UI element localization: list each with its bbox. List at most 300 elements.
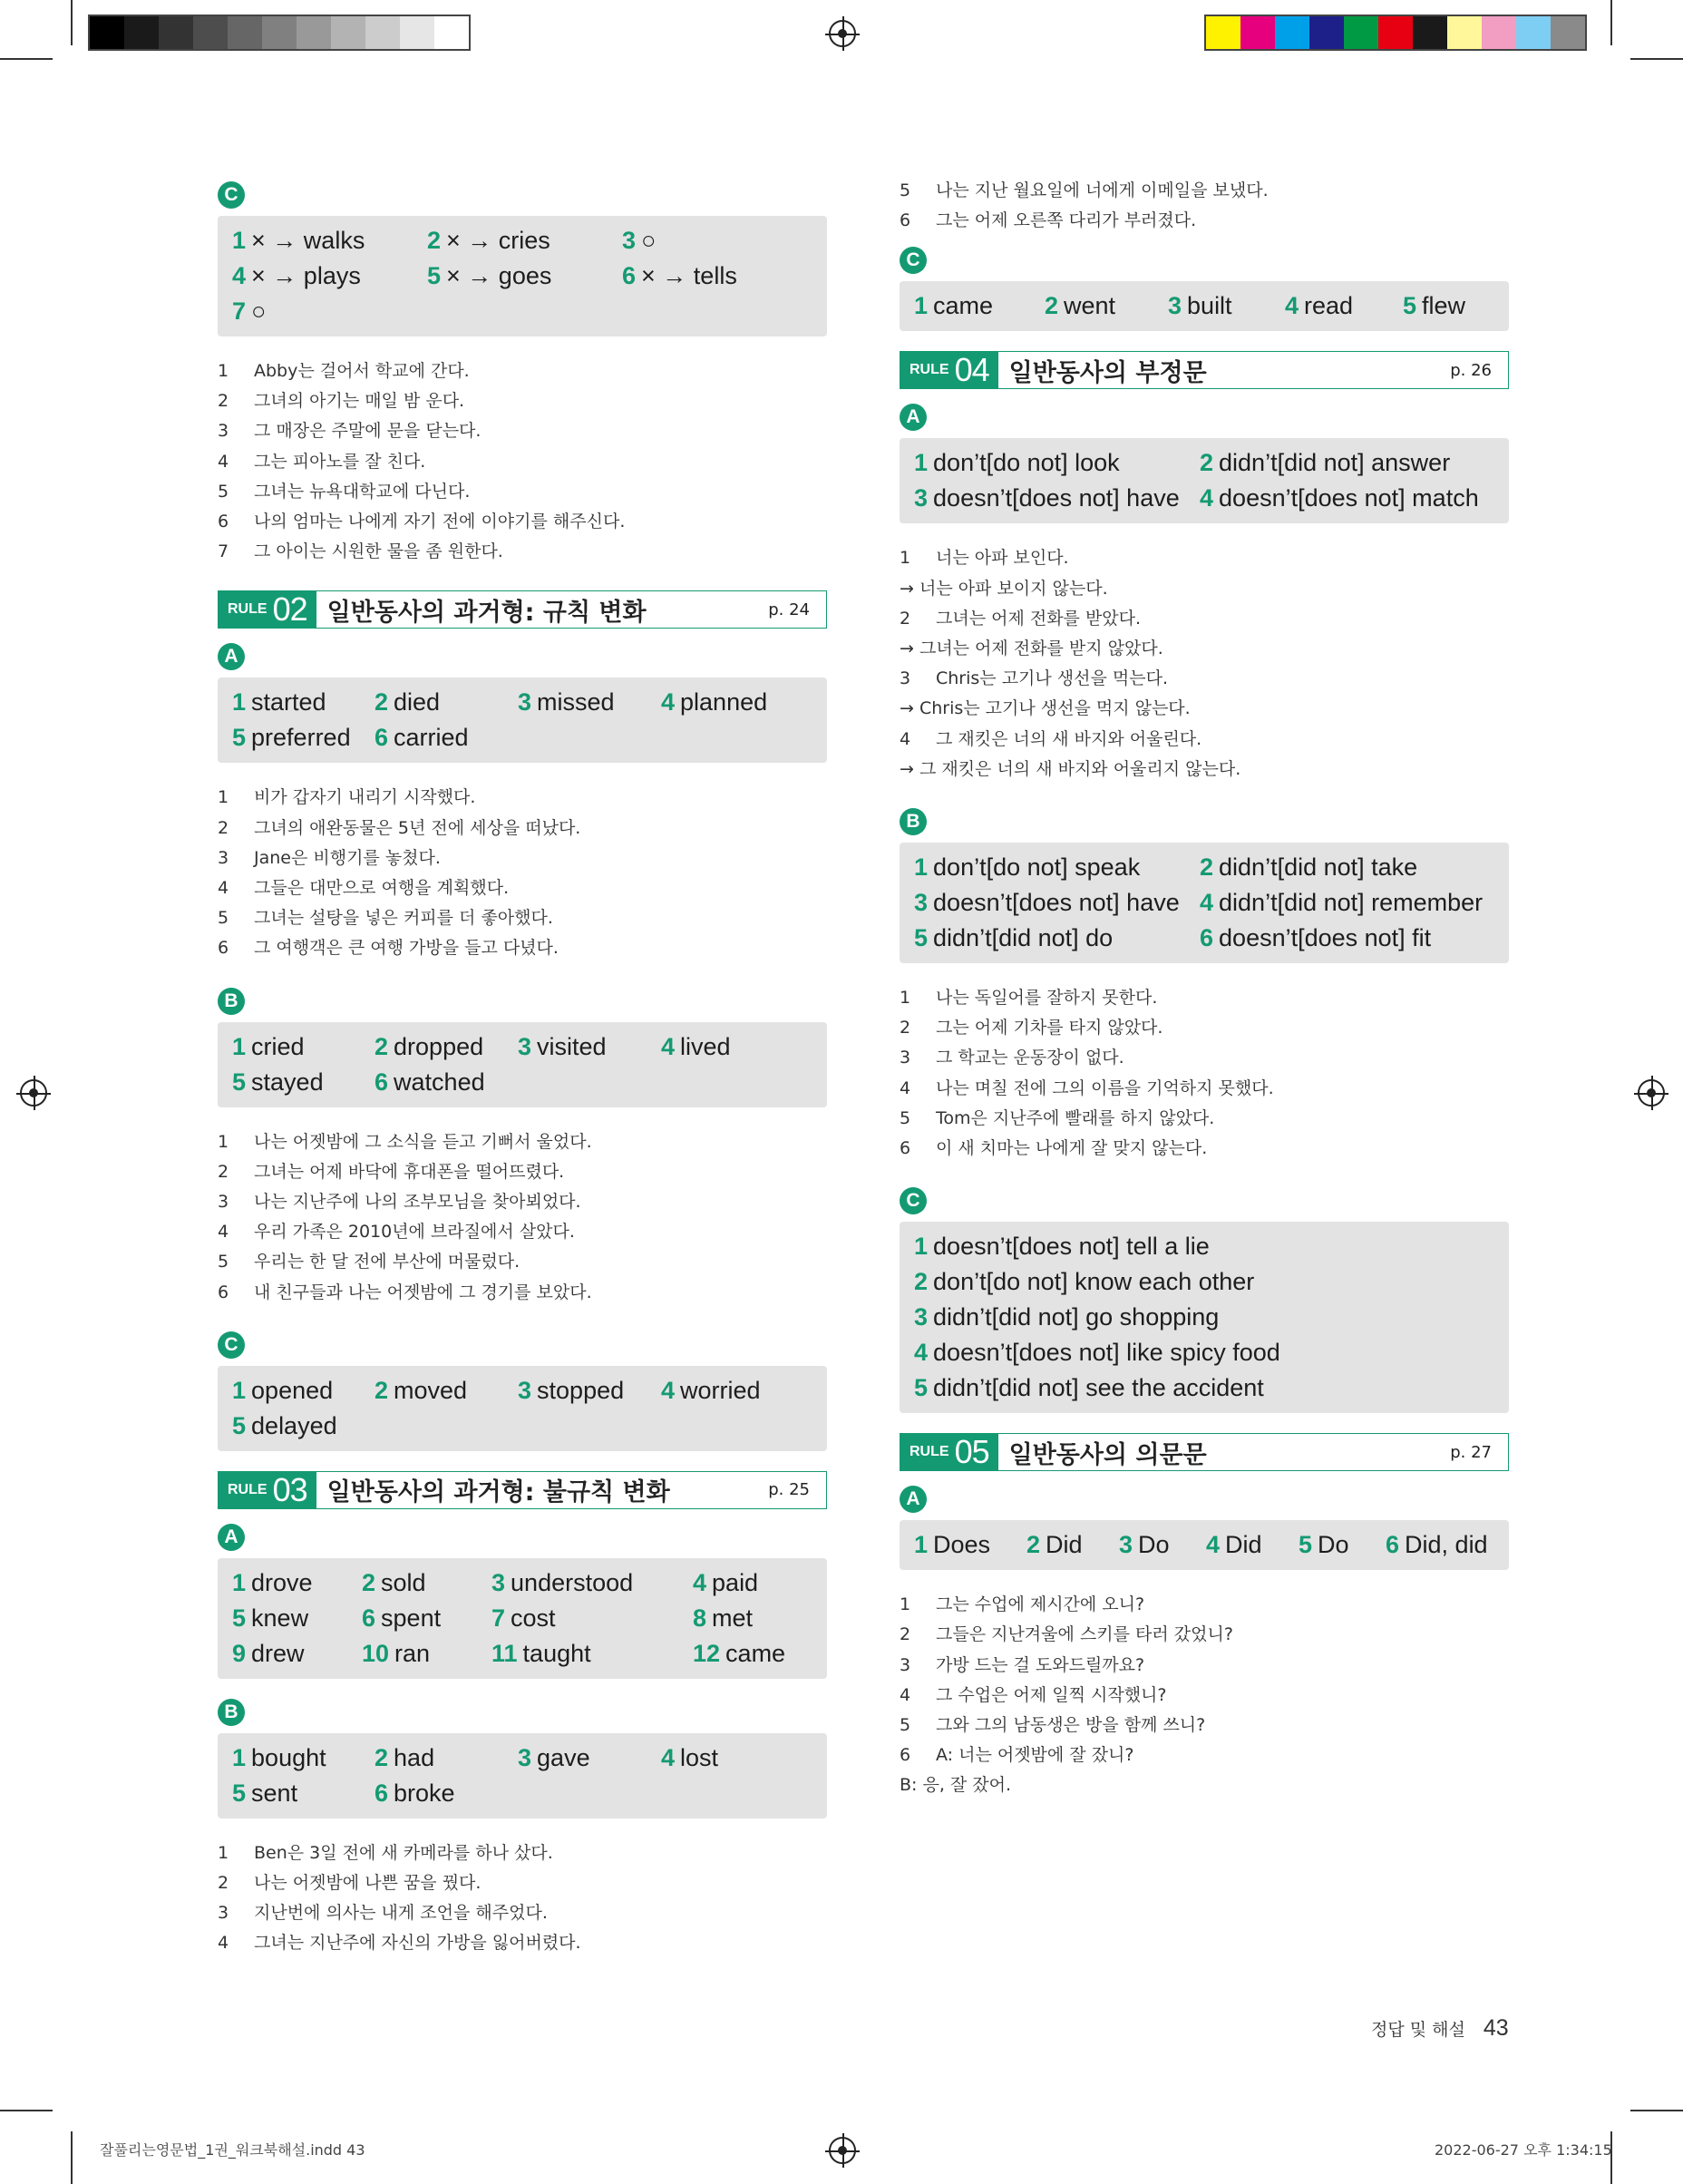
sentence-item	[218, 1928, 827, 1958]
answer-text: met	[712, 1604, 754, 1632]
section-badge: A	[218, 1524, 245, 1551]
sentence-number: 2	[900, 608, 911, 629]
answer-number: 6	[375, 724, 389, 752]
answer-number: 5	[914, 924, 929, 952]
sentence-item	[218, 1247, 827, 1277]
rule-page-ref: p. 26	[1450, 360, 1492, 380]
answer-text: came	[933, 292, 994, 320]
page-number: 43	[1483, 2015, 1509, 2041]
answer-item	[914, 885, 1200, 921]
answer-text: had	[394, 1743, 435, 1771]
answer-number: 1	[914, 449, 929, 477]
rule-title: 일반동사의 부정문	[1008, 358, 1207, 387]
sentence-text: 나는 어젯밤에 그 소식을 듣고 기뻐서 울었다.	[254, 1131, 592, 1152]
answer-item	[375, 1029, 518, 1065]
answer-number: 4	[693, 1568, 707, 1596]
answer-item	[622, 258, 803, 294]
rule-page-ref: p. 27	[1450, 1442, 1492, 1462]
answer-item	[1168, 288, 1285, 324]
answer-item	[232, 720, 375, 756]
answer-text: didn’t[did not] do	[933, 924, 1114, 952]
section-b-rule03	[218, 1699, 827, 1959]
answer-text: preferred	[251, 724, 351, 752]
answer-item	[491, 1636, 693, 1672]
answer-number: 5	[914, 1374, 929, 1402]
answer-text: bought	[251, 1743, 326, 1771]
sentence-number: 4	[900, 1077, 911, 1098]
answer-number: 2	[1200, 853, 1214, 882]
answer-item	[661, 1029, 797, 1065]
answer-text: opened	[251, 1376, 334, 1404]
sentence-list	[218, 783, 827, 963]
answer-number: 4	[232, 262, 247, 289]
answer-number: 7	[232, 297, 247, 325]
answer-number: 2	[362, 1568, 376, 1596]
sentence-number: 5	[900, 1715, 911, 1736]
sentence-item	[218, 783, 827, 813]
answer-text: × → plays	[251, 262, 361, 289]
sentence-text: 그녀의 애완동물은 5년 전에 세상을 떠났다.	[254, 817, 581, 838]
sentence-text: 우리는 한 달 전에 부산에 머물렀다.	[254, 1252, 520, 1272]
answer-text: taught	[522, 1639, 591, 1667]
sentence-number: 5	[218, 908, 229, 929]
answer-text: lived	[680, 1032, 731, 1060]
rule-title: 일반동사의 과거형: 규칙 변화	[326, 598, 647, 627]
answer-number: 4	[1285, 292, 1299, 320]
rule-number: 02	[272, 590, 307, 629]
page-footer	[1371, 2015, 1509, 2042]
answer-item	[1285, 288, 1403, 324]
sentence-item	[218, 477, 827, 507]
answer-text: missed	[537, 688, 615, 717]
answer-number: 6	[1386, 1531, 1400, 1559]
right-column	[900, 176, 1509, 1825]
sentence-number: 5	[218, 481, 229, 502]
sentence-text: 비가 갑자기 내리기 시작했다.	[254, 787, 476, 808]
answer-number: 1	[232, 1568, 247, 1596]
section-b-rule04	[900, 808, 1509, 1164]
sentence-text: 그녀는 어제 전화를 받았다.	[936, 608, 1142, 629]
sentence-number: 1	[218, 1131, 229, 1152]
color-swatch	[262, 16, 297, 49]
answer-text: broke	[394, 1779, 455, 1807]
sentence-number: 4	[218, 1222, 229, 1243]
sentence-text: 그녀는 지난주에 자신의 가방을 잃어버렸다.	[254, 1933, 581, 1954]
answer-item	[661, 1740, 797, 1776]
sentence-list	[218, 356, 827, 567]
answer-number: 3	[518, 1032, 532, 1060]
answer-item	[518, 685, 661, 720]
answer-item	[693, 1601, 802, 1636]
sentence-item	[900, 1043, 1509, 1073]
answer-number: 5	[427, 262, 442, 289]
sentence-text: 내 친구들과 나는 어젯밤에 그 경기를 보았다.	[254, 1282, 592, 1302]
section-badge: C	[218, 1331, 245, 1359]
answer-item	[1026, 1527, 1119, 1563]
rule-number: 03	[272, 1470, 307, 1508]
answer-item	[232, 1601, 362, 1636]
answer-text: × → walks	[251, 227, 365, 254]
answer-item	[1403, 288, 1493, 324]
answer-text: doesn’t[does not] have	[933, 484, 1180, 512]
answer-text: Do	[1138, 1531, 1170, 1559]
answer-text: understood	[511, 1568, 634, 1596]
answer-number: 1	[232, 1376, 247, 1404]
answer-text: died	[394, 688, 441, 717]
sentence-text: 지난번에 의사는 내게 조언을 해주었다.	[254, 1903, 548, 1924]
rule-page-ref: p. 24	[768, 600, 810, 619]
sentence-item	[900, 1620, 1509, 1650]
answer-number: 2	[375, 1743, 389, 1771]
sentence-translation-line: B: 응, 잘 잤어.	[900, 1775, 1012, 1796]
sentence-number: 2	[218, 817, 229, 838]
answer-box	[218, 216, 827, 336]
answer-box	[218, 1733, 827, 1818]
sentence-text: 그 재킷은 너의 새 바지와 어울린다.	[936, 728, 1202, 749]
sentence-text: 나는 지난 월요일에 너에게 이메일을 보냈다.	[936, 180, 1269, 200]
answer-text: Do	[1318, 1531, 1349, 1559]
answer-text: flew	[1422, 292, 1466, 320]
answer-item	[518, 1373, 661, 1409]
answer-item	[1299, 1527, 1386, 1563]
answer-number: 1	[232, 227, 247, 254]
answer-item	[914, 1527, 1026, 1563]
answer-item	[232, 1776, 375, 1811]
sentence-number: 2	[218, 391, 229, 412]
section-c-rule04	[900, 1187, 1509, 1413]
sentence-item	[218, 814, 827, 843]
answer-item	[232, 685, 375, 720]
answer-text: don’t[do not] know each other	[933, 1268, 1255, 1296]
answer-number: 3	[622, 227, 637, 254]
sentence-translation-line: → Chris는 고기나 생선을 먹지 않는다.	[900, 698, 1191, 719]
sentence-item	[900, 176, 1509, 206]
color-swatch	[400, 16, 434, 49]
answer-item	[362, 1565, 491, 1601]
answer-item	[375, 685, 518, 720]
answer-text: Did	[1046, 1531, 1083, 1559]
sentence-list	[218, 1127, 827, 1308]
section-a-rule02	[218, 643, 827, 963]
sentence-number: 2	[900, 1624, 911, 1645]
answer-item	[1200, 850, 1499, 885]
sentence-item	[218, 537, 827, 567]
sentence-item	[900, 1651, 1509, 1681]
sentence-number: 6	[218, 938, 229, 959]
color-swatch	[1551, 16, 1585, 49]
sentence-text: 그녀는 설탕을 넣은 커피를 더 좋아했다.	[254, 908, 553, 929]
section-a-rule05	[900, 1486, 1509, 1800]
sentence-item	[218, 1898, 827, 1928]
sentence-text: 그들은 대만으로 여행을 계획했다.	[254, 878, 510, 899]
color-swatch	[1447, 16, 1482, 49]
answer-text: knew	[251, 1604, 309, 1632]
answer-text: didn’t[did not] take	[1219, 853, 1418, 882]
crop-mark	[0, 2110, 53, 2111]
answer-number: 4	[661, 1743, 676, 1771]
sentence-number: 4	[218, 1933, 229, 1954]
answer-number: 5	[1403, 292, 1417, 320]
answer-text: went	[1064, 292, 1116, 320]
crop-mark	[71, 2131, 73, 2184]
sentence-item	[218, 933, 827, 963]
sentence-number: 4	[218, 878, 229, 899]
section-badge: A	[218, 643, 245, 670]
answer-text: gave	[537, 1743, 590, 1771]
answer-number: 12	[693, 1639, 721, 1667]
sentence-text: 너는 아파 보인다.	[936, 548, 1069, 569]
answer-text: worried	[680, 1376, 761, 1404]
answer-text: built	[1187, 292, 1232, 320]
crop-mark	[1630, 2110, 1683, 2111]
answer-text: doesn’t[does not] tell a lie	[933, 1233, 1210, 1261]
answer-number: 1	[914, 1233, 929, 1261]
answer-number: 9	[232, 1639, 247, 1667]
answer-text: didn’t[did not] see the accident	[933, 1374, 1264, 1402]
answer-number: 4	[1200, 484, 1214, 512]
answer-item	[232, 1373, 375, 1409]
section-c-simple-present	[218, 181, 827, 567]
color-swatch	[297, 16, 331, 49]
sentence-item	[900, 206, 1509, 236]
answer-item	[1200, 481, 1499, 516]
sentence-number: 4	[900, 728, 911, 749]
answer-number: 1	[232, 1032, 247, 1060]
sentence-text: 그는 어제 오른쪽 다리가 부러졌다.	[936, 210, 1197, 231]
sentence-item	[218, 903, 827, 933]
answer-item	[232, 1740, 375, 1776]
answer-number: 6	[622, 262, 637, 289]
sentence-item	[218, 1868, 827, 1898]
sentence-number: 2	[218, 1161, 229, 1182]
sentence-item	[900, 1134, 1509, 1164]
sentence-text: Jane은 비행기를 놓쳤다.	[254, 847, 441, 868]
answer-box	[218, 678, 827, 763]
crop-mark	[71, 0, 73, 45]
sentence-item	[218, 416, 827, 446]
sentence-number: 3	[218, 1903, 229, 1924]
sentence-text: 나는 며칠 전에 그의 이름을 기억하지 못했다.	[936, 1077, 1274, 1098]
answer-text: don’t[do not] look	[933, 449, 1120, 477]
answer-number: 6	[1200, 924, 1214, 952]
sentence-item	[218, 507, 827, 537]
answer-item	[1119, 1527, 1206, 1563]
sentence-number: 5	[900, 1107, 911, 1128]
answer-text: paid	[712, 1568, 759, 1596]
sentence-list	[900, 983, 1509, 1164]
answer-text: lost	[680, 1743, 719, 1771]
answer-box	[900, 1222, 1509, 1413]
answer-number: 2	[375, 688, 389, 717]
answer-number: 1	[914, 292, 929, 320]
sentence-text: Abby는 걸어서 학교에 간다.	[254, 361, 470, 381]
answer-item	[661, 1373, 797, 1409]
answer-text: doesn’t[does not] match	[1219, 484, 1479, 512]
answer-text: started	[251, 688, 326, 717]
answer-number: 4	[661, 1376, 676, 1404]
sentence-text: 그는 피아노를 잘 친다.	[254, 451, 426, 472]
rule-number: 05	[954, 1433, 989, 1471]
sentence-item	[218, 1278, 827, 1308]
sentence-text: 나는 어젯밤에 나쁜 꿈을 꿨다.	[254, 1873, 482, 1894]
color-swatch	[1413, 16, 1447, 49]
sentence-item	[218, 1187, 827, 1217]
sentence-list	[900, 1590, 1509, 1800]
answer-number: 1	[914, 1531, 929, 1559]
answer-number: 3	[518, 1376, 532, 1404]
answer-number: 6	[362, 1604, 376, 1632]
sentence-text: 그 아이는 시원한 물을 좀 원한다.	[254, 541, 503, 562]
rule-title: 일반동사의 의문문	[1008, 1440, 1207, 1469]
section-badge: B	[900, 808, 927, 835]
color-swatch	[331, 16, 365, 49]
answer-number: 2	[914, 1268, 929, 1296]
rule-header-05	[900, 1433, 1509, 1471]
section-b-rule02	[218, 988, 827, 1308]
answer-text: delayed	[251, 1411, 337, 1439]
sentence-text: 그녀의 아기는 매일 밤 운다.	[254, 391, 465, 412]
answer-number: 5	[1299, 1531, 1313, 1559]
sentence-item	[218, 873, 827, 903]
registration-mark	[1638, 1079, 1665, 1107]
sentence-number: 1	[218, 361, 229, 381]
answer-number: 2	[375, 1032, 389, 1060]
rule-label: RULE	[228, 1481, 268, 1497]
color-swatch	[1378, 16, 1413, 49]
answer-item	[661, 685, 797, 720]
answer-number: 5	[232, 1604, 247, 1632]
sentence-number: 1	[218, 1842, 229, 1863]
answer-number: 3	[914, 889, 929, 917]
answer-item	[1045, 288, 1168, 324]
left-column	[218, 181, 827, 1983]
rule-header-04	[900, 351, 1509, 389]
answer-item	[914, 1335, 1494, 1370]
answer-item	[491, 1601, 693, 1636]
sentence-number: 4	[900, 1684, 911, 1705]
grayscale-color-bar	[88, 15, 471, 51]
sentence-item	[900, 1590, 1509, 1620]
sentence-number: 3	[900, 1654, 911, 1675]
sentence-item	[900, 543, 1509, 573]
answer-number: 1	[232, 688, 247, 717]
answer-text: moved	[394, 1376, 468, 1404]
answer-text: Does	[933, 1531, 991, 1559]
sentence-number: 5	[900, 180, 911, 200]
answer-item	[914, 1370, 1494, 1406]
answer-text: doesn’t[does not] like spicy food	[933, 1339, 1280, 1367]
crop-mark	[0, 58, 53, 60]
color-swatch	[1240, 16, 1275, 49]
answer-number: 2	[1026, 1531, 1041, 1559]
registration-mark	[829, 2137, 856, 2164]
answer-text: Did, did	[1405, 1531, 1488, 1559]
answer-item	[232, 1409, 375, 1444]
answer-number: 7	[491, 1604, 506, 1632]
answer-text: × → cries	[446, 227, 550, 254]
sentence-number: 3	[900, 1048, 911, 1068]
rule-header-03	[218, 1471, 827, 1509]
answer-text: stopped	[537, 1376, 625, 1404]
answer-item	[232, 294, 427, 329]
sentence-number: 3	[218, 421, 229, 442]
sentence-item	[218, 1217, 827, 1247]
answer-box	[900, 843, 1509, 963]
answer-text: visited	[537, 1032, 607, 1060]
answer-item	[622, 223, 803, 258]
rule-tag	[219, 591, 316, 628]
section-badge: B	[218, 1699, 245, 1726]
answer-item	[1200, 921, 1499, 956]
answer-text: didn’t[did not] answer	[1219, 449, 1451, 477]
answer-number: 3	[491, 1568, 506, 1596]
sentence-text: 그는 어제 기차를 타지 않았다.	[936, 1018, 1163, 1038]
answer-text: × → goes	[446, 262, 552, 289]
sentence-text: 우리 가족은 2010년에 브라질에서 살았다.	[254, 1222, 575, 1243]
sentence-list-continued	[900, 176, 1509, 236]
sentence-number: 4	[218, 451, 229, 472]
answer-item	[427, 223, 622, 258]
answer-item	[375, 720, 518, 756]
answer-text: watched	[394, 1068, 485, 1096]
answer-text: Did	[1225, 1531, 1262, 1559]
answer-number: 11	[491, 1639, 518, 1667]
sentence-item	[900, 983, 1509, 1013]
answer-text: didn’t[did not] remember	[1219, 889, 1484, 917]
answer-item	[914, 850, 1200, 885]
sentence-number: 1	[900, 548, 911, 569]
rule-header-02	[218, 590, 827, 629]
sentence-item	[218, 843, 827, 873]
answer-item	[518, 1029, 661, 1065]
answer-item	[375, 1065, 518, 1100]
answer-number: 6	[375, 1068, 389, 1096]
sentence-number: 1	[218, 787, 229, 808]
rule-tag	[219, 1472, 316, 1508]
answer-item	[914, 1264, 1494, 1300]
sentence-number: 3	[218, 1192, 229, 1213]
answer-item	[232, 1636, 362, 1672]
rule-page-ref: p. 25	[768, 1480, 810, 1500]
answer-text: cost	[511, 1604, 556, 1632]
rule-title: 일반동사의 과거형: 불규칙 변화	[326, 1478, 670, 1507]
answer-item	[375, 1776, 518, 1811]
answer-text: don’t[do not] speak	[933, 853, 1141, 882]
sentence-text: 가방 드는 걸 도와드릴까요?	[936, 1654, 1145, 1675]
answer-item	[1200, 445, 1499, 481]
answer-number: 8	[693, 1604, 707, 1632]
process-color-bar	[1204, 15, 1587, 51]
color-swatch	[365, 16, 400, 49]
answer-item	[232, 258, 427, 294]
section-c-rule02	[218, 1331, 827, 1451]
answer-item	[693, 1636, 802, 1672]
answer-number: 2	[427, 227, 442, 254]
answer-number: 4	[1206, 1531, 1221, 1559]
answer-text: planned	[680, 688, 768, 717]
rule-tag	[900, 352, 998, 388]
answer-number: 5	[232, 724, 247, 752]
answer-number: 5	[232, 1411, 247, 1439]
answer-number: 4	[661, 688, 676, 717]
sentence-item	[900, 725, 1509, 755]
sentence-list	[900, 543, 1509, 785]
answer-number: 4	[914, 1339, 929, 1367]
answer-item	[362, 1636, 491, 1672]
sentence-number: 6	[900, 1138, 911, 1159]
answer-item	[362, 1601, 491, 1636]
answer-number: 6	[375, 1779, 389, 1807]
